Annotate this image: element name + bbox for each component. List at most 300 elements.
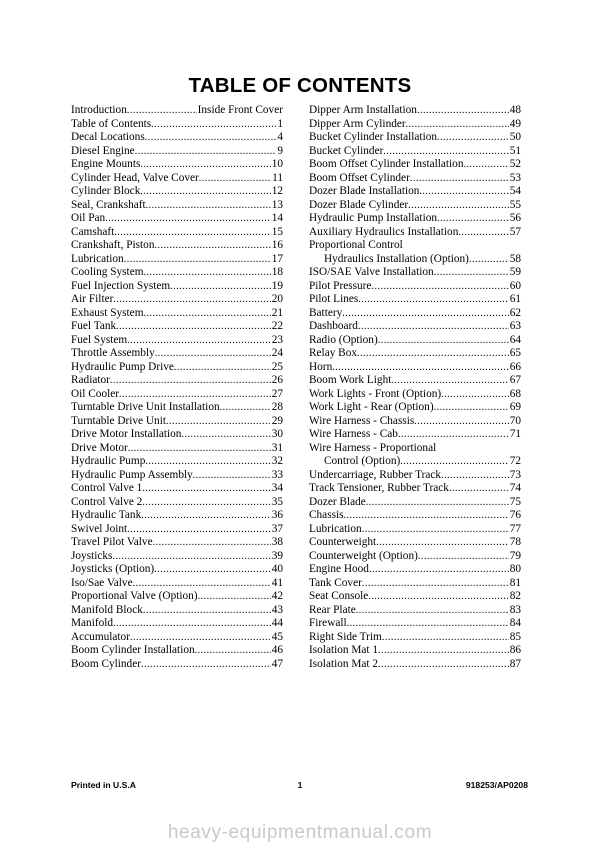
- toc-entry-title: Boom Cylinder: [71, 657, 141, 670]
- toc-entry-title: Fuel System: [71, 333, 128, 346]
- toc-entry: [71, 199, 283, 213]
- toc-dot-leader: [418, 550, 509, 564]
- toc-entry-page: 11: [272, 171, 283, 184]
- toc-entry-page: 76: [509, 509, 521, 521]
- toc-entry: [71, 131, 283, 145]
- toc-entry: [71, 388, 283, 402]
- toc-entry-title: Oil Pan: [71, 212, 106, 224]
- toc-entry: [309, 658, 521, 672]
- toc-dot-leader: [151, 118, 276, 132]
- toc-entry: [71, 374, 283, 388]
- toc-entry: [309, 496, 521, 510]
- toc-entry-title: Iso/Sae Valve: [71, 576, 133, 589]
- toc-entry-title: Cylinder Block: [71, 185, 141, 197]
- toc-entry: [309, 239, 521, 253]
- toc-entry: [71, 307, 283, 321]
- toc-entry: [309, 172, 521, 186]
- toc-dot-leader: [110, 374, 271, 388]
- toc-entry-title: Cooling System: [71, 266, 144, 278]
- toc-dot-leader: [441, 388, 509, 402]
- toc-entry: [309, 307, 521, 321]
- toc-dot-leader: [382, 631, 509, 645]
- toc-entry-page: 57: [509, 225, 521, 238]
- watermark: heavy-equipmentmanual.com: [167, 822, 433, 843]
- toc-dot-leader: [174, 361, 271, 375]
- toc-entry-page: 78: [509, 536, 521, 548]
- toc-entry: [309, 604, 521, 618]
- toc-entry: [309, 563, 521, 577]
- toc-dot-leader: [135, 145, 277, 159]
- toc-entry-page: 19: [271, 279, 283, 292]
- toc-entry-page: 28: [271, 401, 283, 413]
- toc-dot-leader: [414, 415, 508, 429]
- toc-dot-leader: [198, 590, 271, 604]
- toc-entry: [309, 334, 521, 348]
- toc-entry: [71, 266, 283, 280]
- toc-entry-page: 22: [271, 320, 283, 332]
- toc-dot-leader: [127, 104, 197, 118]
- toc-entry-title: Proportional Control: [309, 239, 403, 251]
- toc-entry: [71, 320, 283, 334]
- toc-dot-leader: [146, 199, 271, 213]
- toc-entry-title: Proportional Valve (Option): [71, 590, 198, 602]
- toc-entry: [309, 104, 521, 118]
- toc-entry-page: 84: [509, 617, 521, 629]
- toc-entry-page: 80: [509, 563, 521, 575]
- toc-dot-leader: [114, 226, 270, 240]
- toc-entry-title: Work Lights - Front (Option): [309, 387, 442, 400]
- toc-entry-title: Seal, Crankshaft: [71, 198, 146, 211]
- toc-dot-leader: [362, 577, 509, 591]
- toc-entry: [71, 104, 283, 118]
- toc-entry-page: 4: [277, 131, 283, 143]
- toc-entry: [71, 590, 283, 604]
- toc-entry-title: Hydraulic Pump Installation: [309, 212, 438, 224]
- toc-entry-title: Chassis: [309, 509, 344, 521]
- toc-dot-leader: [140, 158, 270, 172]
- toc-entry-title: Pilot Lines: [309, 293, 359, 305]
- toc-dot-leader: [105, 212, 270, 226]
- toc-entry-title: Seat Console: [309, 590, 369, 602]
- toc-entry-page: 33: [271, 468, 283, 481]
- toc-entry: [309, 253, 521, 267]
- toc-entry: [309, 361, 521, 375]
- toc-entry-page: 46: [271, 644, 283, 656]
- toc-dot-leader: [145, 455, 270, 469]
- toc-entry-page: 13: [271, 198, 283, 211]
- toc-entry: [71, 658, 283, 672]
- toc-dot-leader: [193, 469, 271, 483]
- toc-dot-leader: [398, 428, 509, 442]
- toc-dot-leader: [142, 496, 270, 510]
- toc-dot-leader: [358, 293, 508, 307]
- toc-dot-leader: [342, 307, 508, 321]
- toc-entry: [71, 145, 283, 159]
- toc-entry: [309, 266, 521, 280]
- toc-dot-leader: [463, 158, 508, 172]
- toc-entry-title: Lubrication: [71, 252, 124, 265]
- toc-entry: [71, 455, 283, 469]
- toc-entry-page: 38: [271, 536, 283, 548]
- toc-dot-leader: [469, 253, 509, 267]
- toc-entry-title: Hydraulic Tank: [71, 509, 142, 521]
- toc-entry-page: 49: [509, 117, 521, 130]
- toc-entry: [309, 199, 521, 213]
- toc-entry-title: Boom Cylinder Installation: [71, 644, 195, 656]
- toc-entry-title: Boom Offset Cylinder Installation: [309, 158, 464, 170]
- toc-entry-page: 67: [509, 374, 521, 386]
- toc-entry-page: 60: [509, 279, 521, 292]
- footer-printed-in: Printed in U.S.A: [71, 780, 136, 790]
- toc-entry-title: ISO/SAE Valve Installation: [309, 266, 434, 278]
- toc-entry-page: 24: [271, 347, 283, 359]
- toc-dot-leader: [199, 172, 271, 186]
- toc-entry-title: Engine Hood: [309, 563, 369, 575]
- toc-entry-title: Track Tensioner, Rubber Track: [309, 482, 449, 494]
- toc-dot-leader: [458, 226, 508, 240]
- toc-entry: [71, 239, 283, 253]
- toc-entry-title: Cylinder Head, Valve Cover: [71, 171, 199, 184]
- toc-entry-title: Rear Plate: [309, 603, 356, 616]
- toc-dot-leader: [113, 617, 271, 631]
- toc-entry-title: Lubrication: [309, 522, 362, 535]
- toc-entry: [71, 293, 283, 307]
- toc-dot-leader: [368, 590, 508, 604]
- toc-entry: [71, 226, 283, 240]
- toc-dot-leader: [112, 550, 270, 564]
- toc-entry-title: Exhaust System: [71, 306, 144, 319]
- toc-entry-title: Joysticks: [71, 549, 113, 562]
- toc-dot-leader: [366, 496, 509, 510]
- toc-entry-title: Control Valve 1: [71, 482, 143, 494]
- toc-dot-leader: [437, 131, 509, 145]
- toc-entry-title: Camshaft: [71, 225, 115, 238]
- toc-entry: [71, 523, 283, 537]
- toc-entry-page: 52: [509, 158, 521, 170]
- toc-entry-page: 29: [271, 414, 283, 427]
- toc-entry-page: 53: [509, 171, 521, 184]
- toc-entry-page: 44: [271, 617, 283, 629]
- toc-entry-page: 34: [271, 482, 283, 494]
- toc-entry: [71, 172, 283, 186]
- toc-entry-title: Isolation Mat 2: [309, 657, 379, 670]
- toc-entry-title: Hydraulic Pump Drive: [71, 360, 174, 373]
- toc-entry: [71, 361, 283, 375]
- toc-entry-title: Boom Offset Cylinder: [309, 171, 410, 184]
- toc-entry-page: 27: [271, 387, 283, 400]
- toc-entry-title: Bucket Cylinder Installation: [309, 131, 438, 143]
- toc-entry-title: Dipper Arm Installation: [309, 104, 417, 116]
- toc-entry-title: Horn: [309, 360, 333, 373]
- toc-dot-leader: [140, 185, 270, 199]
- toc-entry-page: 54: [509, 185, 521, 197]
- toc-entry-title: Hydraulic Pump Assembly: [71, 468, 193, 481]
- toc-entry-title: Joysticks (Option): [71, 563, 155, 575]
- toc-entry: [71, 563, 283, 577]
- toc-entry: [309, 644, 521, 658]
- toc-entry: [309, 442, 521, 456]
- toc-dot-leader: [220, 401, 271, 415]
- toc-dot-leader: [144, 266, 271, 280]
- toc-entry-title: Auxiliary Hydraulics Installation: [309, 225, 459, 238]
- toc-entry-page: 86: [509, 644, 521, 656]
- toc-entry-page: 79: [509, 549, 521, 562]
- toc-entry-page: 32: [271, 455, 283, 467]
- toc-entry-page: Inside Front Cover: [197, 104, 283, 116]
- toc-entry-title: Turntable Drive Unit: [71, 414, 166, 427]
- toc-entry-title: Undercarriage, Rubber Track: [309, 468, 442, 481]
- toc-entry-title: Radio (Option): [309, 333, 378, 346]
- toc-entry-page: 64: [509, 333, 521, 346]
- toc-dot-leader: [356, 604, 509, 618]
- toc-entry: [71, 334, 283, 348]
- toc-dot-leader: [181, 428, 270, 442]
- toc-dot-leader: [410, 172, 509, 186]
- toc-dot-leader: [378, 334, 509, 348]
- toc-entry-page: 42: [271, 590, 283, 602]
- toc-entry-page: 20: [271, 293, 283, 305]
- toc-dot-leader: [391, 374, 508, 388]
- footer-page-number: 1: [297, 780, 303, 790]
- toc-entry: [309, 536, 521, 550]
- toc-entry-page: 71: [509, 428, 521, 440]
- toc-entry-page: 72: [509, 455, 521, 467]
- toc-entry: [309, 280, 521, 294]
- toc-dot-leader: [133, 577, 271, 591]
- toc-dot-leader: [119, 388, 271, 402]
- toc-entry-title: Crankshaft, Piston: [71, 239, 155, 251]
- toc-dot-leader: [154, 239, 270, 253]
- toc-entry-page: 16: [271, 239, 283, 251]
- toc-entry-title: Manifold Block: [71, 603, 143, 616]
- toc-dot-leader: [154, 563, 271, 577]
- toc-entry-page: 12: [271, 185, 283, 197]
- toc-entry: [71, 428, 283, 442]
- toc-entry-title: Dipper Arm Cylinder: [309, 117, 406, 130]
- toc-entry-title: Decal Locations: [71, 131, 145, 143]
- toc-entry-page: 17: [271, 252, 283, 265]
- toc-entry-title: Hydraulic Pump: [71, 455, 146, 467]
- toc-dot-leader: [128, 442, 271, 456]
- toc-entry: [309, 374, 521, 388]
- toc-entry-page: 75: [509, 495, 521, 508]
- toc-entry-page: 26: [271, 374, 283, 386]
- toc-dot-leader: [116, 320, 271, 334]
- toc-entry-title: Dozer Blade Cylinder: [309, 198, 409, 211]
- toc-dot-leader: [419, 185, 508, 199]
- toc-entry-page: 58: [509, 252, 521, 265]
- toc-entry-title: Boom Work Light: [309, 374, 392, 386]
- toc-entry-title: Pilot Pressure: [309, 279, 372, 292]
- toc-entry-page: 70: [509, 414, 521, 427]
- toc-entry: [71, 536, 283, 550]
- toc-entry: [309, 185, 521, 199]
- toc-entry: [309, 523, 521, 537]
- toc-dot-leader: [437, 212, 509, 226]
- toc-entry: [309, 118, 521, 132]
- toc-dot-leader: [143, 604, 271, 618]
- toc-entry-title: Dozer Blade: [309, 495, 366, 508]
- toc-entry-page: 61: [509, 293, 521, 305]
- toc-entry-page: 56: [509, 212, 521, 224]
- toc-entry-title: Dashboard: [309, 320, 358, 332]
- toc-dot-leader: [144, 307, 271, 321]
- toc-entry: [71, 347, 283, 361]
- toc-entry-title: Fuel Injection System: [71, 279, 171, 292]
- toc-entry: [309, 455, 521, 469]
- toc-dot-leader: [358, 320, 509, 334]
- toc-entry: [71, 631, 283, 645]
- toc-entry: [71, 118, 283, 132]
- toc-entry-title: Table of Contents: [71, 117, 152, 130]
- toc-entry-title: Air Filter: [71, 293, 114, 305]
- toc-dot-leader: [383, 145, 508, 159]
- toc-entry-page: 66: [509, 360, 521, 373]
- toc-entry-title: Control (Option): [324, 455, 401, 467]
- toc-entry-title: Counterweight (Option): [309, 549, 418, 562]
- toc-entry-title: Right Side Trim: [309, 630, 382, 643]
- toc-entry: [71, 617, 283, 631]
- toc-dot-leader: [124, 253, 271, 267]
- toc-entry-page: 62: [509, 306, 521, 319]
- toc-entry: [309, 617, 521, 631]
- toc-dot-leader: [170, 280, 271, 294]
- toc-entry-page: 82: [509, 590, 521, 602]
- toc-dot-leader: [113, 293, 270, 307]
- toc-entry-title: Isolation Mat 1: [309, 644, 379, 656]
- toc-entry: [71, 158, 283, 172]
- toc-entry-title: Throttle Assembly: [71, 347, 155, 359]
- toc-right-column: [309, 104, 521, 671]
- toc-entry-title: Swivel Joint: [71, 522, 128, 535]
- toc-dot-leader: [141, 509, 270, 523]
- toc-entry-title: Wire Harness - Chassis: [309, 414, 415, 427]
- toc-entry: [309, 631, 521, 645]
- toc-entry-page: 55: [509, 198, 521, 211]
- toc-entry: [71, 604, 283, 618]
- toc-entry-page: 50: [509, 131, 521, 143]
- toc-dot-leader: [371, 280, 508, 294]
- toc-entry-page: 35: [271, 495, 283, 508]
- toc-entry-page: 23: [271, 333, 283, 346]
- toc-dot-leader: [347, 617, 509, 631]
- toc-entry: [309, 347, 521, 361]
- toc-entry-page: 45: [271, 630, 283, 643]
- toc-entry-page: 1: [277, 117, 283, 130]
- toc-entry-page: 51: [509, 144, 521, 157]
- toc-entry: [309, 469, 521, 483]
- toc-entry: [309, 320, 521, 334]
- toc-entry-page: 65: [509, 347, 521, 359]
- toc-entry-page: 85: [509, 630, 521, 643]
- toc-entry-page: 77: [509, 522, 521, 535]
- toc-entry-title: Introduction: [71, 104, 127, 116]
- toc-entry-page: 43: [271, 603, 283, 616]
- toc-dot-leader: [357, 347, 509, 361]
- toc-entry: [309, 145, 521, 159]
- toc-entry: [309, 428, 521, 442]
- toc-entry: [71, 442, 283, 456]
- toc-entry-title: Turntable Drive Unit Installation: [71, 401, 220, 413]
- toc-dot-leader: [155, 347, 271, 361]
- toc-dot-leader: [408, 199, 509, 213]
- toc-entry-page: 36: [271, 509, 283, 521]
- toc-dot-leader: [145, 131, 277, 145]
- toc-entry-title: Wire Harness - Cab: [309, 428, 398, 440]
- toc-entry-title: Drive Motor Installation: [71, 428, 182, 440]
- toc-entry-title: Control Valve 2: [71, 495, 143, 508]
- toc-dot-leader: [406, 118, 509, 132]
- toc-dot-leader: [166, 415, 271, 429]
- toc-entry: [309, 226, 521, 240]
- toc-entry-title: Manifold: [71, 617, 114, 629]
- toc-entry: [71, 496, 283, 510]
- toc-entry: [309, 415, 521, 429]
- toc-entry-title: Wire Harness - Proportional: [309, 441, 437, 454]
- toc-entry: [71, 469, 283, 483]
- toc-entry-page: 83: [509, 603, 521, 616]
- toc-dot-leader: [127, 334, 271, 348]
- toc-dot-leader: [434, 266, 509, 280]
- toc-dot-leader: [400, 455, 508, 469]
- toc-dot-leader: [378, 658, 509, 672]
- toc-entry: [71, 644, 283, 658]
- toc-entry-page: 30: [271, 428, 283, 440]
- toc-entry-title: Counterweight: [309, 536, 377, 548]
- toc-entry-title: Travel Pilot Valve: [71, 536, 153, 548]
- toc-dot-leader: [195, 644, 271, 658]
- toc-entry: [71, 482, 283, 496]
- toc-dot-leader: [417, 104, 509, 118]
- toc-entry-title: Battery: [309, 306, 343, 319]
- toc-entry-page: 74: [509, 482, 521, 494]
- footer-document-code: 918253/AP0208: [465, 780, 528, 790]
- toc-entry-title: Engine Mounts: [71, 158, 141, 170]
- toc-dot-leader: [378, 644, 509, 658]
- toc-entry-page: 31: [271, 441, 283, 454]
- toc-entry-page: 37: [271, 522, 283, 535]
- toc-entry-page: 48: [509, 104, 521, 116]
- toc-entry-title: Oil Cooler: [71, 387, 120, 400]
- toc-entry-page: 73: [509, 468, 521, 481]
- toc-entry-title: Bucket Cylinder: [309, 144, 384, 157]
- toc-dot-leader: [344, 509, 509, 523]
- toc-entry-page: 41: [271, 576, 283, 589]
- toc-dot-leader: [369, 563, 509, 577]
- toc-entry-page: 9: [277, 144, 283, 157]
- toc-entry: [309, 158, 521, 172]
- toc-dot-leader: [141, 658, 271, 672]
- toc-entry-page: 18: [271, 266, 283, 278]
- toc-entry-page: 68: [509, 387, 521, 400]
- toc-entry-title: Drive Motor: [71, 441, 128, 454]
- toc-dot-leader: [127, 523, 271, 537]
- toc-entry: [71, 509, 283, 523]
- toc-entry-title: Work Light - Rear (Option): [309, 401, 434, 413]
- toc-entry: [71, 577, 283, 591]
- toc-entry-title: Diesel Engine: [71, 144, 135, 157]
- toc-entry-page: 15: [271, 225, 283, 238]
- toc-entry: [309, 550, 521, 564]
- toc-entry-title: Accumulator: [71, 630, 130, 643]
- toc-dot-leader: [142, 482, 270, 496]
- toc-entry-title: Fuel Tank: [71, 320, 117, 332]
- toc-left-column: [71, 104, 283, 671]
- page-title: TABLE OF CONTENTS: [188, 74, 412, 97]
- toc-entry-page: 81: [509, 576, 521, 589]
- toc-entry: [309, 401, 521, 415]
- toc-entry: [309, 131, 521, 145]
